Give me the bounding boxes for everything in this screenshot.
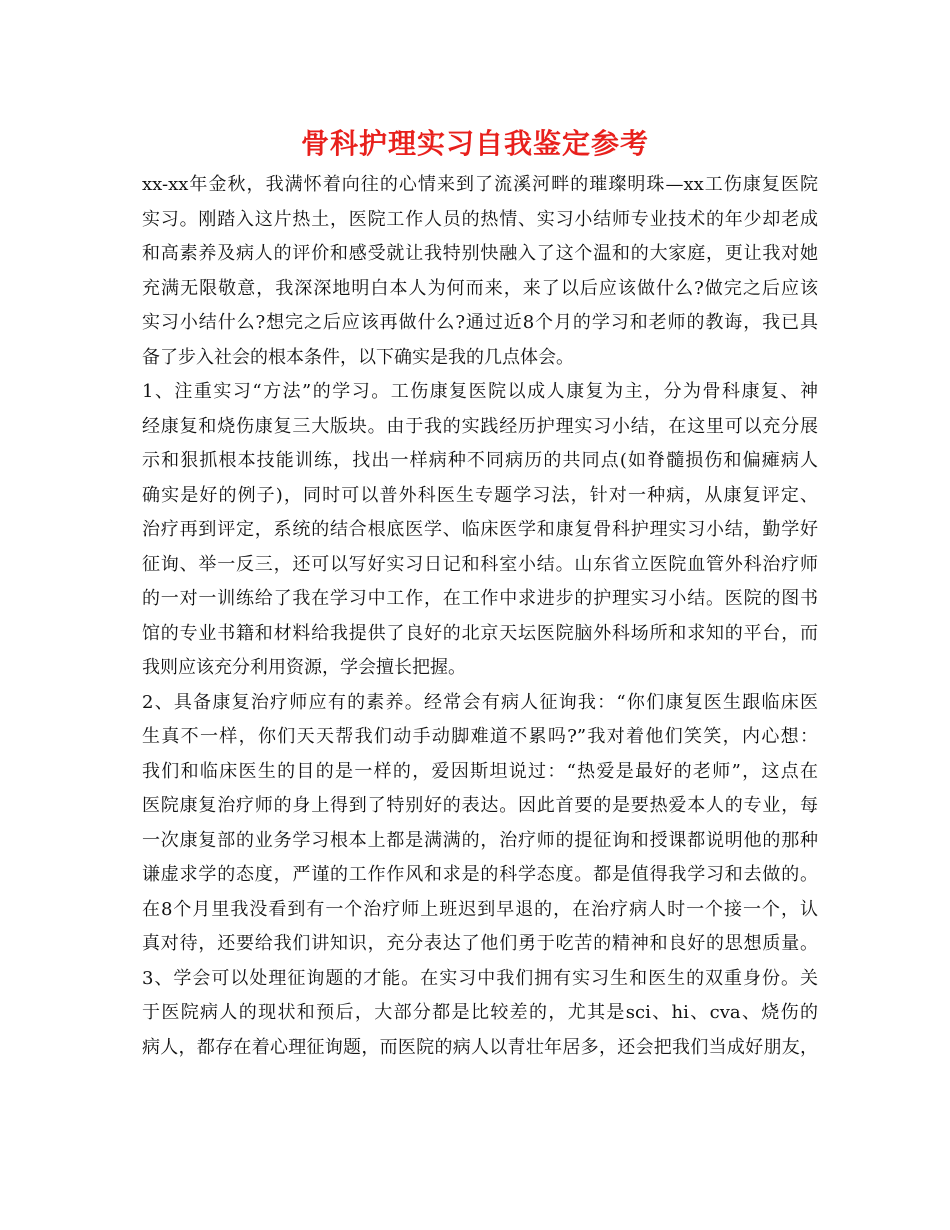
text-line: 和高素养及病人的评价和感受就让我特别快融入了这个温和的大家庭，更让我对她 — [142, 243, 818, 264]
text-line: 生真不一样，你们天天帮我们动手动脚难道不累吗?”我对着他们笑笑，内心想： — [142, 726, 818, 747]
text-line: 3、学会可以处理征询题的才能。在实习中我们拥有实习生和医生的双重身份。关 — [142, 967, 818, 989]
text-line: 我们和临床医生的目的是一样的，爱因斯坦说过：“热爱是最好的老师”，这点在 — [142, 760, 818, 782]
text-line: 实习。刚踏入这片热土，医院工作人员的热情、实习小结师专业技术的年少却老成 — [142, 208, 818, 230]
text-line: 谦虚求学的态度，严谨的工作作风和求是的科学态度。都是值得我学习和去做的。 — [142, 864, 818, 885]
text-line: 的一对一训练给了我在学习中工作，在工作中求进步的护理实习小结。医院的图书 — [142, 588, 818, 609]
text-line: 真对待，还要给我们讲知识，充分表达了他们勇于吃苦的精神和良好的思想质量。 — [142, 933, 818, 954]
text-line: 馆的专业书籍和材料给我提供了良好的北京天坛医院脑外科场所和求知的平台，而 — [142, 622, 818, 644]
text-line: 在8个月里我没看到有一个治疗师上班迟到早退的，在治疗病人时一个接一个，认 — [142, 898, 818, 920]
text-line: xx-xx年金秋，我满怀着向往的心情来到了流溪河畔的璀璨明珠—xx工伤康复医院 — [142, 174, 818, 195]
text-line: 充满无限敬意，我深深地明白本人为何而来，来了以后应该做什么?做完之后应该 — [142, 277, 818, 299]
text-line: 于医院病人的现状和预后，大部分都是比较差的，尤其是sci、hi、cva、烧伤的 — [142, 1002, 818, 1023]
text-line: 备了步入社会的根本条件，以下确实是我的几点体会。 — [142, 346, 574, 368]
text-line: 确实是好的例子)，同时可以普外科医生专题学习法，针对一种病，从康复评定、 — [142, 484, 818, 506]
text-line: 示和狠抓根本技能训练，找出一样病种不同病历的共同点(如脊髓损伤和偏瘫病人 — [142, 450, 818, 471]
document-body — [142, 168, 818, 1065]
text-line: 征询、举一反三，还可以写好实习日记和科室小结。山东省立医院血管外科治疗师 — [142, 553, 818, 575]
text-line: 1、注重实习“方法”的学习。工伤康复医院以成人康复为主，分为骨科康复、神 — [142, 381, 818, 402]
text-line: 病人，都存在着心理征询题，而医院的病人以青壮年居多，还会把我们当成好朋友， — [142, 1036, 818, 1058]
text-line: 2、具备康复治疗师应有的素养。经常会有病人征询我：“你们康复医生跟临床医 — [142, 691, 818, 713]
document-title: 骨科护理实习自我鉴定参考 — [300, 127, 649, 160]
text-line: 实习小结什么?想完之后应该再做什么?通过近8个月的学习和老师的教诲，我已具 — [142, 312, 818, 333]
text-line: 一次康复部的业务学习根本上都是满满的，治疗师的提征询和授课都说明他的那种 — [142, 829, 818, 851]
text-line: 经康复和烧伤康复三大版块。由于我的实践经历护理实习小结，在这里可以充分展 — [142, 415, 818, 437]
text-line: 治疗再到评定，系统的结合根底医学、临床医学和康复骨科护理实习小结，勤学好 — [142, 519, 818, 540]
text-line: 医院康复治疗师的身上得到了特别好的表达。因此首要的是要热爱本人的专业，每 — [142, 795, 818, 816]
text-line: 我则应该充分利用资源，学会擅长把握。 — [142, 657, 466, 678]
